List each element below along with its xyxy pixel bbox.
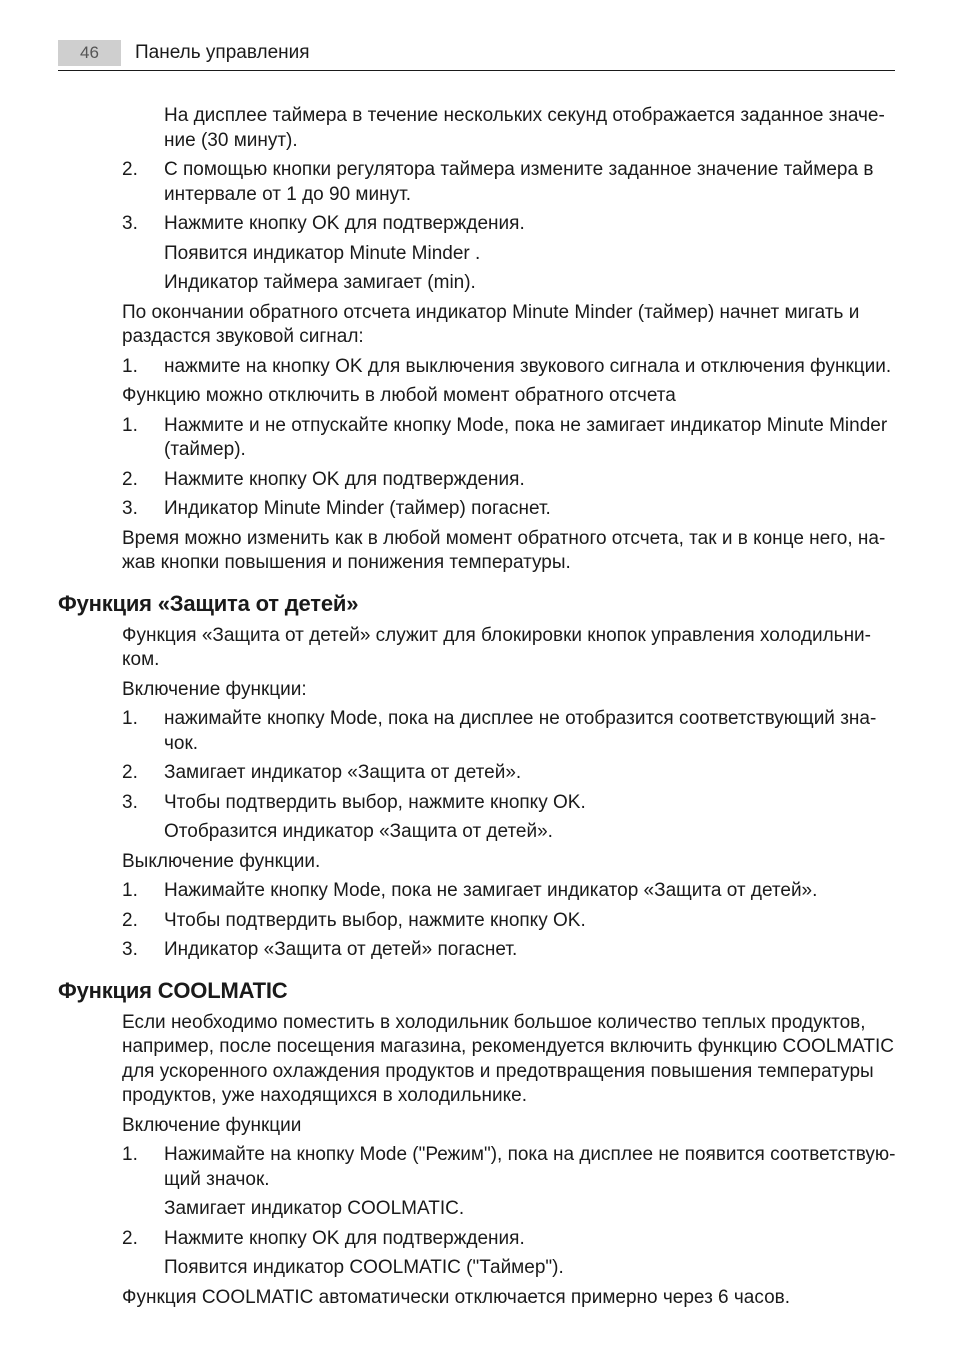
list-text: Нажимайте на кнопку Mode ("Режим"), пока на дисплее не появится соответствую-щий значок. bbox=[164, 1144, 896, 1190]
list-item bbox=[122, 1227, 898, 1252]
list-text: Индикатор «Защита от детей» погаснет. bbox=[164, 939, 518, 960]
paragraph-indented: На дисплее таймера в течение нескольких секунд отображается заданное значе-ние (30 минут). bbox=[164, 105, 885, 151]
list-number: 1. bbox=[122, 1144, 138, 1165]
paragraph: Время можно изменить как в любой момент обратного отсчета, так и в конце него, на-жав кнопки повышения и понижения температуры. bbox=[122, 527, 886, 573]
list-item bbox=[122, 761, 898, 786]
list-number: 2. bbox=[122, 1227, 138, 1249]
paragraph: По окончании обратного отсчета индикатор Minute Minder (таймер) начнет мигать и раздастся звуковой сигнал: bbox=[122, 301, 860, 347]
list-item bbox=[122, 212, 898, 237]
list-item bbox=[122, 879, 898, 904]
list-text: Нажмите кнопку OK для подтверждения. bbox=[164, 468, 525, 490]
list-number: 2. bbox=[122, 468, 138, 490]
page-header bbox=[58, 40, 895, 71]
list-item bbox=[122, 468, 898, 493]
list-item bbox=[122, 158, 898, 207]
list-text: Чтобы подтвердить выбор, нажмите кнопку OK. bbox=[164, 791, 586, 813]
list-item bbox=[122, 497, 898, 522]
list-text: нажимайте кнопку Mode, пока на дисплее не отобразится соответствующий зна-чок. bbox=[164, 708, 877, 754]
paragraph-indented: Появится индикатор Minute Minder . bbox=[164, 242, 481, 264]
list-item bbox=[122, 938, 898, 963]
running-section-title: Панель управления bbox=[135, 42, 310, 63]
list-text: С помощью кнопки регулятора таймера измените заданное значение таймера в интервале от 1 до 90 минут. bbox=[164, 159, 874, 205]
paragraph-indented: Появится индикатор COOLMATIC ("Таймер"). bbox=[164, 1257, 564, 1278]
list-number: 1. bbox=[122, 414, 138, 436]
paragraph: Включение функции: bbox=[122, 678, 307, 700]
paragraph: Функция COOLMATIC автоматически отключается примерно через 6 часов. bbox=[122, 1286, 791, 1308]
list-number: 3. bbox=[122, 498, 138, 519]
list-number: 1. bbox=[122, 708, 138, 729]
document-body bbox=[58, 104, 898, 1315]
list-number: 1. bbox=[122, 880, 138, 901]
list-number: 3. bbox=[122, 213, 138, 234]
list-number: 2. bbox=[122, 762, 138, 783]
list-text: Индикатор Minute Minder (таймер) погаснет. bbox=[164, 498, 551, 519]
paragraph-indented: Замигает индикатор COOLMATIC. bbox=[164, 1198, 465, 1219]
list-item bbox=[122, 707, 898, 756]
section-heading-child-lock: Функция «Защита от детей» bbox=[58, 590, 359, 616]
list-text: Нажмите кнопку OK для подтверждения. bbox=[164, 1227, 525, 1249]
paragraph: Выключение функции. bbox=[122, 850, 321, 872]
paragraph: Если необходимо поместить в холодильник большое количество теплых продуктов, например, после посещения магазина, рекомендуется включить функцию COOLMATIC для ускоренного охлаждения продуктов и предотвращения повышения температуры продуктов, уже находящихся в холодильнике. bbox=[122, 1011, 895, 1106]
paragraph: Включение функции bbox=[122, 1114, 302, 1136]
list-item bbox=[122, 414, 898, 463]
list-item bbox=[122, 791, 898, 816]
list-number: 2. bbox=[122, 909, 138, 931]
list-text: Чтобы подтвердить выбор, нажмите кнопку OK. bbox=[164, 909, 586, 931]
paragraph-indented: Отобразится индикатор «Защита от детей». bbox=[164, 821, 553, 842]
list-item bbox=[122, 355, 898, 380]
list-number: 3. bbox=[122, 939, 138, 960]
list-number: 3. bbox=[122, 791, 138, 813]
list-item bbox=[122, 1143, 898, 1192]
page-number: 46 bbox=[58, 40, 121, 66]
list-number: 1. bbox=[122, 355, 138, 377]
list-item bbox=[122, 909, 898, 934]
list-text: Нажмите и не отпускайте кнопку Mode, пока не замигает индикатор Minute Minder (таймер). bbox=[164, 414, 888, 460]
paragraph: Функция «Защита от детей» служит для блокировки кнопок управления холодильни-ком. bbox=[122, 624, 871, 670]
section-heading-coolmatic: Функция COOLMATIC bbox=[58, 977, 288, 1003]
paragraph: Функцию можно отключить в любой момент обратного отсчета bbox=[122, 385, 676, 406]
list-text: нажмите на кнопку OK для выключения звукового сигнала и отключения функции. bbox=[164, 355, 892, 377]
list-text: Нажмите кнопку OK для подтверждения. bbox=[164, 213, 525, 234]
list-number: 2. bbox=[122, 159, 138, 180]
paragraph-indented: Индикатор таймера замигает (min). bbox=[164, 272, 476, 293]
list-text: Замигает индикатор «Защита от детей». bbox=[164, 762, 522, 783]
list-text: Нажимайте кнопку Mode, пока не замигает индикатор «Защита от детей». bbox=[164, 880, 818, 901]
